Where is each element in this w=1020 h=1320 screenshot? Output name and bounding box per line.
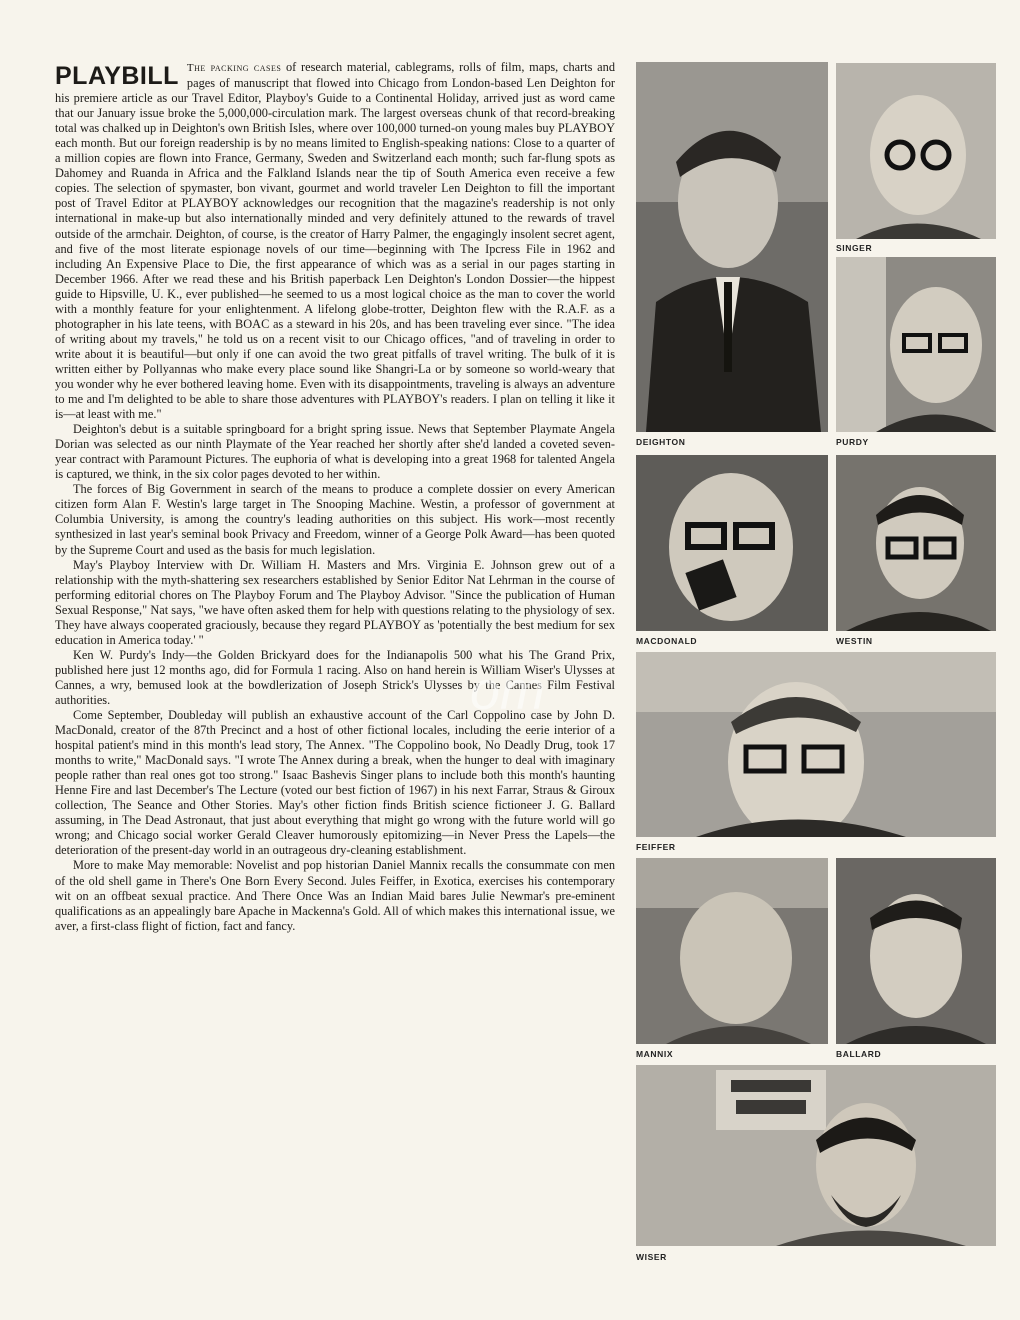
- paragraph-1: [55, 60, 615, 422]
- wiser-photo: [636, 1065, 996, 1246]
- paragraph-3: The forces of Big Government in search of the means to produce a complete dossier on every American citizen form Alan F. Westin's large target in The Snooping Machine. Westin, a professor of government at Columbia University, is among the country's leading authorities on this subject. His work—most recently synthesized in last year's seminal book Privacy and Freedom, winner of a George Polk Award—has been quoted by the Supreme Court and used as the basis for much legislation.: [55, 482, 615, 557]
- masthead-title: PLAYBILL: [55, 62, 179, 90]
- caption-ballard: BALLARD: [836, 1049, 882, 1059]
- purdy-photo: [836, 257, 996, 432]
- singer-photo: [836, 63, 996, 239]
- mannix-photo: [636, 858, 828, 1044]
- paragraph-4: May's Playboy Interview with Dr. William H. Masters and Mrs. Virginia E. Johnson grew out of a relationship with the myth-shattering sex researchers established by Senior Editor Nat Lehrman in the course of performing editorial chores on The Playboy Forum and The Playboy Advisor. "Since the publication of Human Sexual Response," Nat says, "we have often asked them for help with questions relating to the physiology of sex. They have always cooperated graciously, because they regard PLAYBOY as 'potentially the best medium for sex education in America today.' ": [55, 557, 615, 647]
- caption-singer: SINGER: [836, 243, 873, 253]
- article-text: [55, 60, 615, 934]
- ballard-photo: [836, 858, 996, 1044]
- watermark: om: [470, 661, 546, 721]
- caption-macdonald: MACDONALD: [636, 636, 698, 646]
- paragraph-7: More to make May memorable: Novelist and pop historian Daniel Mannix recalls the consummate con men of the old shell game in There's One Born Every Second. Jules Feiffer, in Exotica, exercises his contemporary wit on an offbeat sexual practice. And There Once Was an Indian Maid bares Julie Newmar's pre-eminent qualifications as an appealingly bare Apache in Mackenna's Gold. All of which makes this international issue, we aver, a first-class flight of fiction, fact and fancy.: [55, 858, 615, 933]
- westin-photo: [836, 455, 996, 631]
- lead-in: The packing cases: [186, 62, 282, 74]
- paragraph-2: Deighton's debut is a suitable springboard for a bright spring issue. News that September Playmate Angela Dorian was selected as our ninth Playmate of the Year reached her shortly after she'd landed a coveted seven-year contract with Paramount Pictures. The euphoria of what is developing into a great 1968 for talented Angela is captured, we think, in the six color pages devoted to her within.: [55, 422, 615, 482]
- caption-purdy: PURDY: [836, 437, 869, 447]
- paragraph-1-text: of research material, cablegrams, rolls of film, maps, charts and pages of manuscript that flowed into Chicago from London-based Len Deighton for his premiere article as our Travel Editor, Playboy's Guide to a Continental Holiday, arrived just as word came that our January issue broke the 5,000,000-circulation mark. The largest overseas chunk of that record-breaking total was chalked up in Deighton's own British Isles, where over 100,000 turned-on young males buy PLAYBOY each month. But our foreign readership is by no means limited to English-speaking nations: Close to a quarter of a million copies are flown into France, Germany, Sweden and Switzerland each month; such far-flung spots as Dahomey and Ruanda in Africa and the Falkland Islands near the tip of South America even receive a few copies. The selection of spymaster, bon vivant, gourmet and world traveler Len Deighton to fill the important post of Travel Editor at PLAYBOY acknowledges our recognition that the magazine's readership is not only international in make-up but also internationally minded and very definitely attuned to the rewards of travel outside of the armchair. Deighton, of course, is the creator of Harry Palmer, the engagingly insolent secret agent, and five of the most literate espionage novels of our time—beginning with The Ipcress File in 1962 and including An Expensive Place to Die, the first appearance of which was as a serial in our pages starting in December 1966. After we read these and his British paperback Len Deighton's London Dossier—the hippest guide to Hipsville, U. K., ever published—he seemed to us a most logical choice as the man to cover the world with a monthly feature for your enlightenment. A lifelong globe-trotter, Deighton flew with the R.A.F. as a photographer in his late teens, with BOAC as a steward in his 20s, and has been traveling ever since. "The idea of writing about my travels," he told us on a recent visit to our Chicago offices, "and of traveling in order to write about it is beautiful—but only if one can avoid the two great pitfalls of travel writing. The bulk of it is written either by Pollyannas who make every place sound like Shangri-La or by someone so world-weary that you wonder why he ever bothered leaving home. Even with its disappointments, traveling is always an adventure to me and I'm delighted to be able to share those adventures with PLAYBOY's readers. I plan on telling it like it is—at least with me.": [55, 60, 615, 422]
- caption-westin: WESTIN: [836, 636, 873, 646]
- caption-wiser: WISER: [636, 1252, 667, 1262]
- deighton-photo: [636, 62, 828, 432]
- feiffer-photo: [636, 652, 996, 837]
- macdonald-photo: [636, 455, 828, 631]
- caption-mannix: MANNIX: [636, 1049, 674, 1059]
- paragraph-5: Ken W. Purdy's Indy—the Golden Brickyard does for the Indianapolis 500 what his The Grand Prix, published here just 12 months ago, did for Formula 1 racing. Also on hand herein is William Wiser's Ulysses at Cannes, a wry, bemused look at the bowdlerization of Joseph Strick's Ulysses by the Cannes Film Festival authorities.: [55, 647, 615, 707]
- paragraph-6: Come September, Doubleday will publish an exhaustive account of the Carl Coppolino case by John D. MacDonald, creator of the 87th Precinct and a host of other fictional locales, including the eerie interior of a hospital patient's mind in this month's lead story, The Annex. "The Coppolino book, No Deadly Drug, took 17 months to write," MacDonald says. "I wrote The Annex during a break, when the hunger to deal with imaginary people rather than real ones got too strong." Isaac Bashevis Singer plans to include both this month's haunting Henne Fire and last December's The Lecture (voted our best fiction of 1967) in his next Farrar, Straus & Giroux collection, The Seance and Other Stories. May's other fiction finds British science fictioneer J. G. Ballard assuming, in The Dead Astronaut, that just about everything that might go wrong with the future world will go wrong; and Chicago social worker Gerald Cleaver humorously epitomizing—in Never Press the Lapels—the deterioration of the present-day world in an outrageous dry-cleaning establishment.: [55, 708, 615, 858]
- caption-deighton: DEIGHTON: [636, 437, 686, 447]
- caption-feiffer: FEIFFER: [636, 842, 676, 852]
